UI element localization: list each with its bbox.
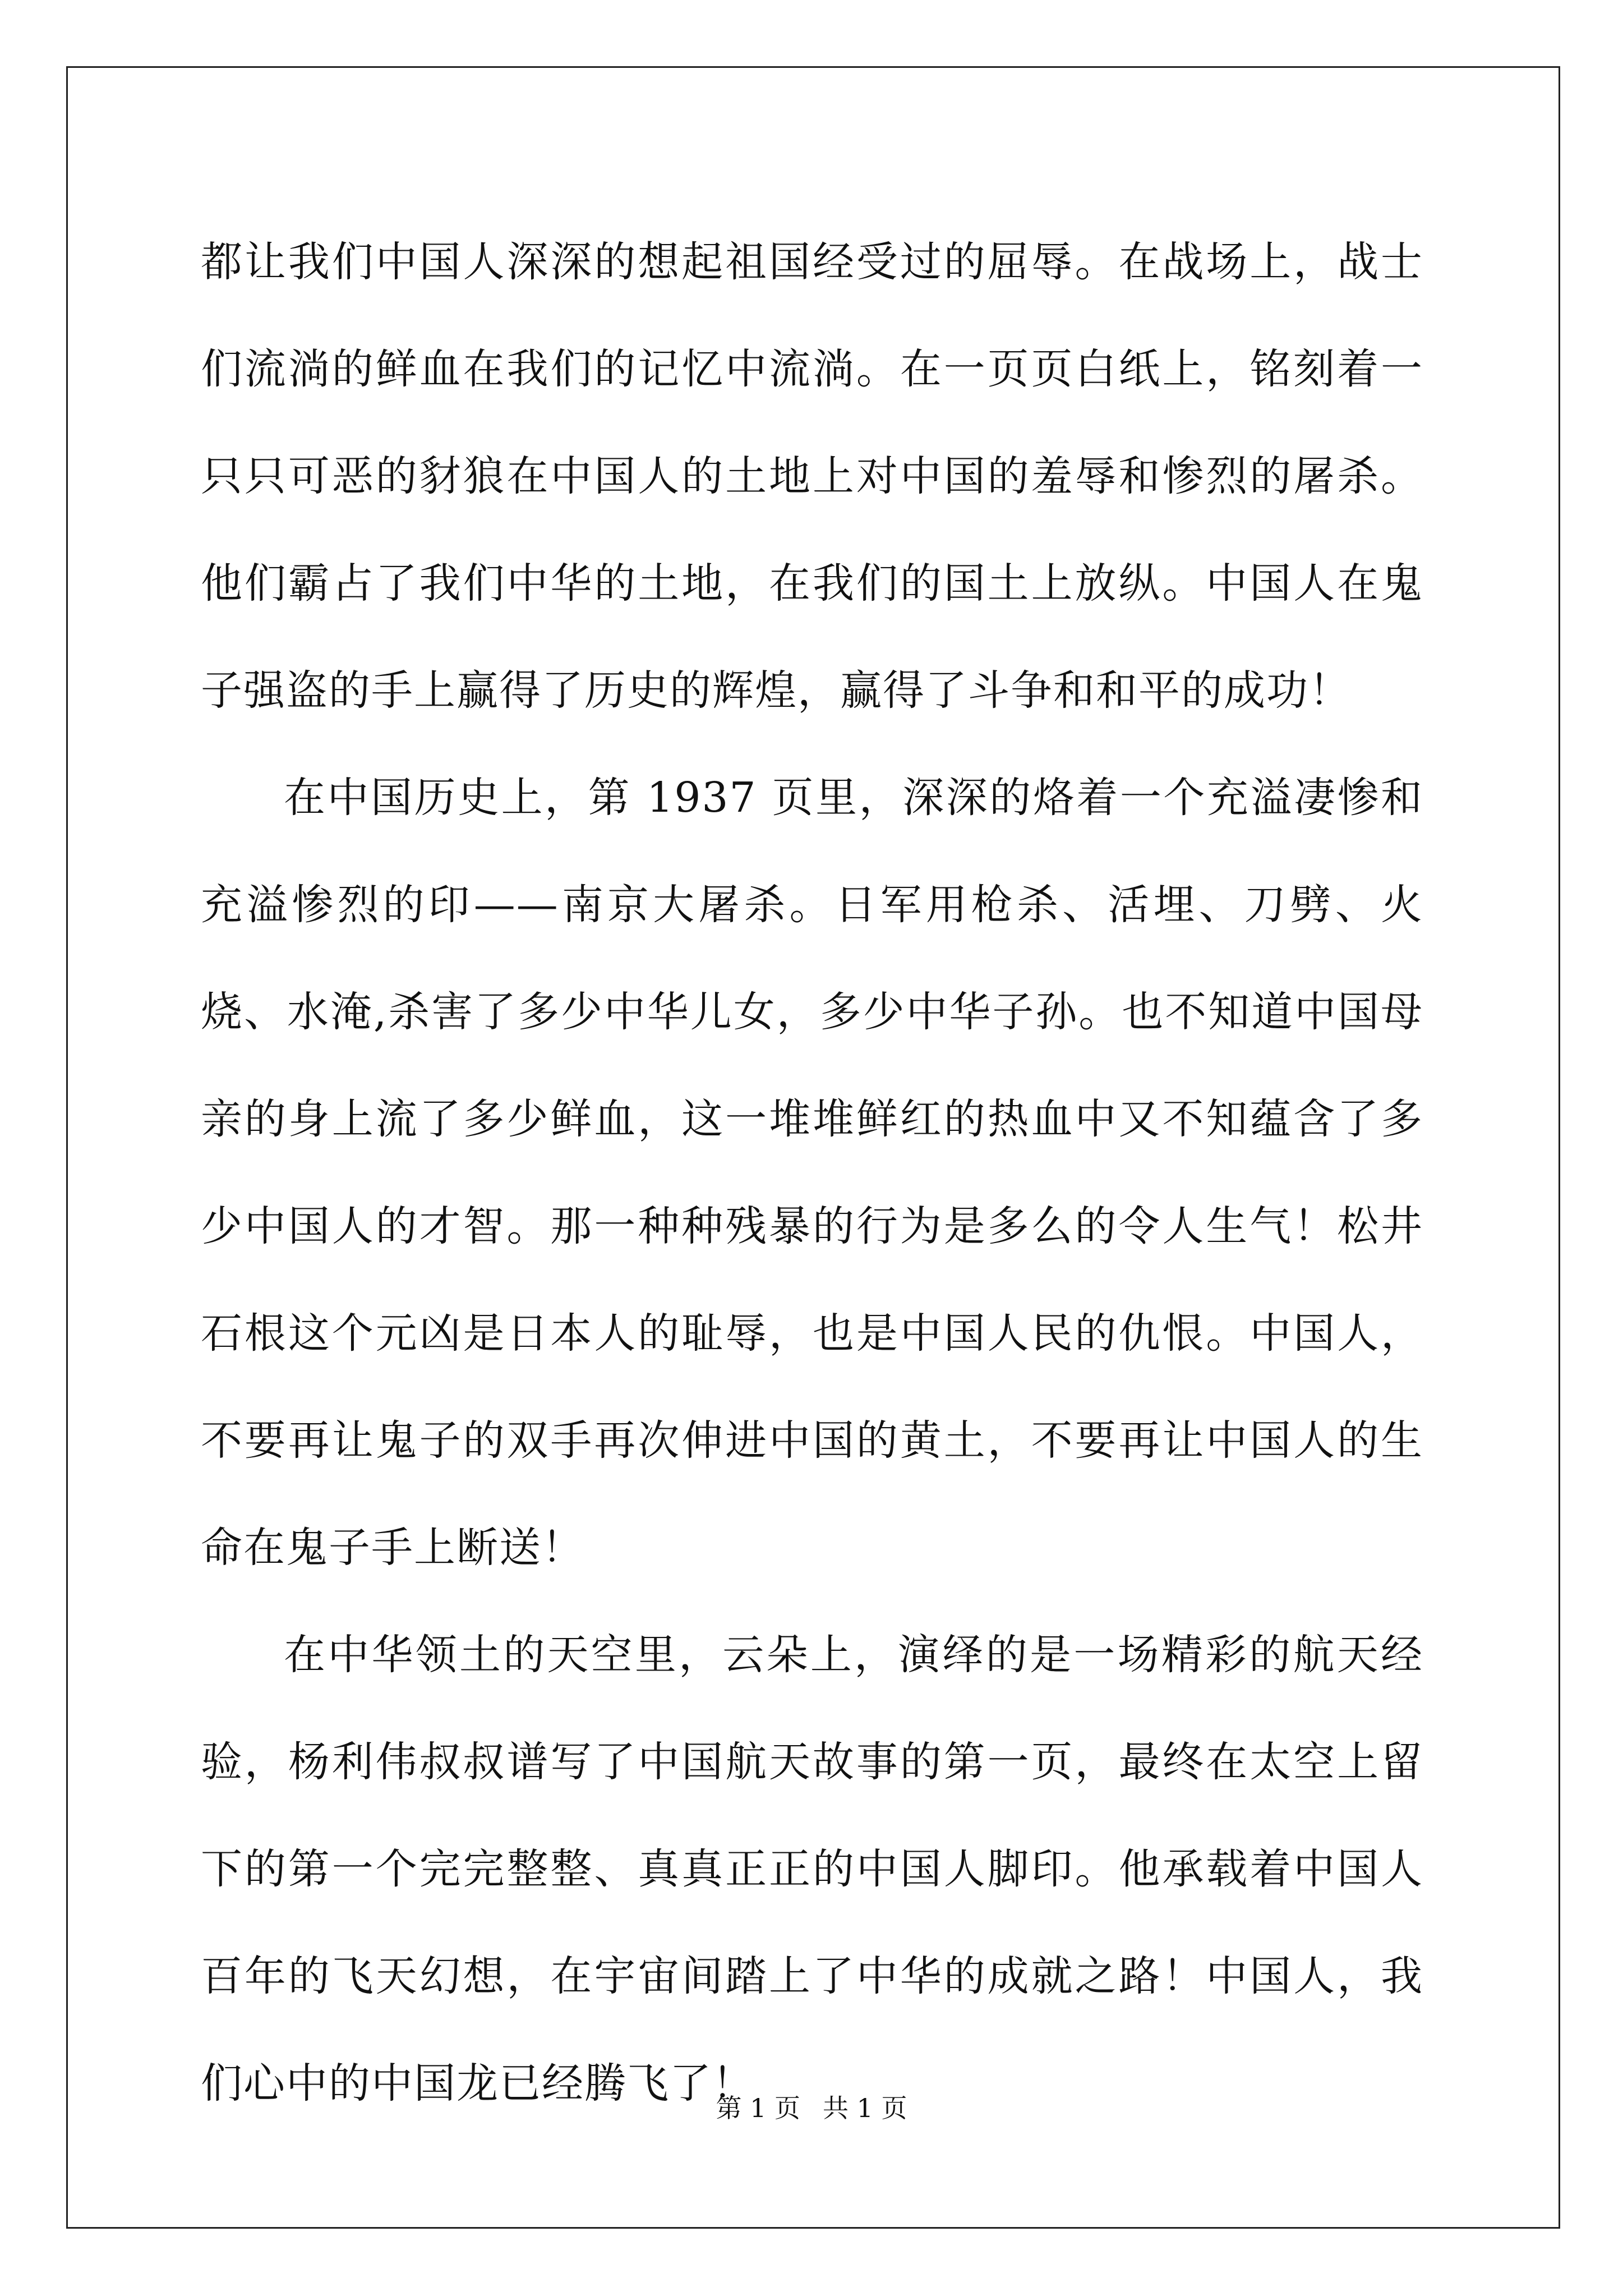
document-body — [201, 209, 1423, 2137]
page-footer — [0, 2091, 1623, 2125]
paragraph-3: 在中华领土的天空里，云朵上，演绎的是一场精彩的航天经验，杨利伟叔叔谱写了中国航天故事的第一页，最终在太空上留下的第一个完完整整、真真正正的中国人脚印。他承载着中国人百年的飞天幻想，在宇宙间踏上了中华的成就之路！中国人，我们心中的中国龙已经腾飞了！ — [201, 1631, 1423, 2108]
page-number: 第 1 页 — [716, 2093, 800, 2123]
paragraph-1: 都让我们中国人深深的想起祖国经受过的屈辱。在战场上，战士们流淌的鲜血在我们的记忆中流淌。在一页页白纸上，铭刻着一只只可恶的豺狼在中国人的土地上对中国的羞辱和惨烈的屠杀。他们霸占了我们中华的土地，在我们的国土上放纵。中国人在鬼子强盗的手上赢得了历史的辉煌，赢得了斗争和和平的成功！ — [201, 238, 1423, 715]
page-total: 共 1 页 — [823, 2093, 907, 2123]
paragraph-2: 在中国历史上，第 1937 页里，深深的烙着一个充溢凄惨和充溢惨烈的印——南京大屠杀。日军用枪杀、活埋、刀劈、火烧、水淹,杀害了多少中华儿女，多少中华子孙。也不知道中国母亲的身上流了多少鲜血，这一堆堆鲜红的热血中又不知蕴含了多少中国人的才智。那一种种残暴的行为是多么的令人生气！松井石根这个元凶是日本人的耻辱，也是中国人民的仇恨。中国人，不要再让鬼子的双手再次伸进中国的黄土，不要再让中国人的生命在鬼子手上断送！ — [201, 774, 1423, 1572]
